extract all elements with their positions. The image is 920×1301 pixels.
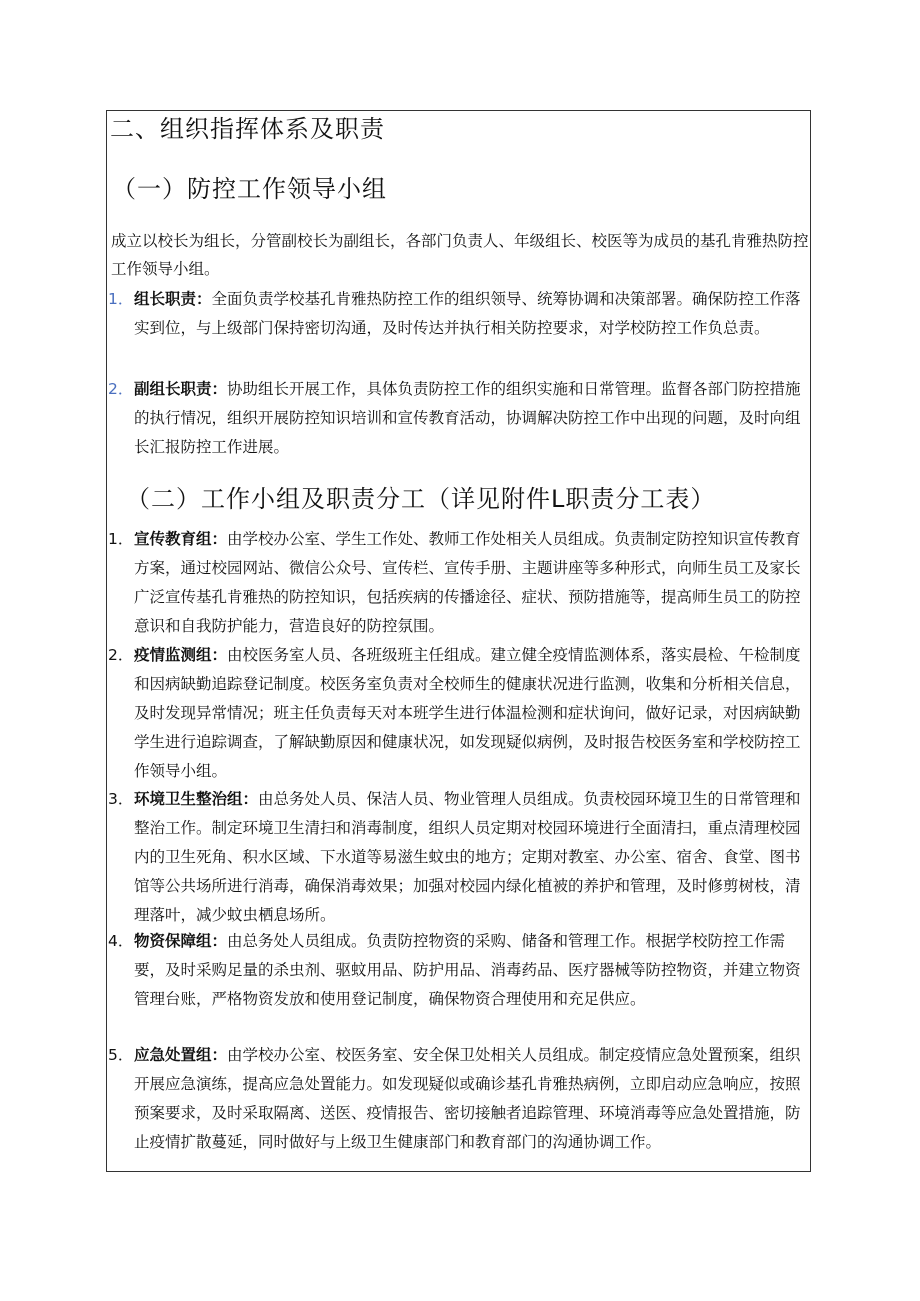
list-number: 1． (108, 290, 134, 308)
list-text: 由校医务室人员、各班级班主任组成。建立健全疫情监测体系，落实晨检、午检制度和因病缺勤追踪登记制度。校医务室负责对全校师生的健康状况进行监测，收集和分析相关信息，及时发现异常情况；班主任负责每天对本班学生进行体温检测和症状询问，做好记录，对因病缺勤学生进行追踪调查，了解缺勤原因和健康状况，如发现疑似病例，及时报告校医务室和学校防控工作领导小组。 (134, 646, 801, 780)
list-number: 3． (108, 790, 134, 808)
list-item (108, 785, 810, 930)
list-number: 2． (108, 646, 134, 664)
list-text: 协助组长开展工作，具体负责防控工作的组织实施和日常管理。监督各部门防控措施的执行情况，组织开展防控知识培训和宣传教育活动，协调解决防控工作中出现的问题，及时向组长汇报防控工作进展。 (134, 380, 801, 456)
list-item (108, 285, 810, 343)
list-term: 副组长职责： (134, 380, 228, 398)
list-term: 环境卫生整治组： (134, 790, 259, 808)
list-term: 组长职责： (134, 290, 212, 308)
list-item (108, 927, 810, 1014)
list-number: 5． (108, 1046, 134, 1064)
list-term: 物资保障组： (134, 932, 228, 950)
list-item (108, 1041, 810, 1157)
list-text: 由学校办公室、校医务室、安全保卫处相关人员组成。制定疫情应急处置预案，组织开展应急演练，提高应急处置能力。如发现疑似或确诊基孔肯雅热病例，立即启动应急响应，按照预案要求，及时采取隔离、送医、疫情报告、密切接触者追踪管理、环境消毒等应急处置措施，防止疫情扩散蔓延，同时做好与上级卫生健康部门和教育部门的沟通协调工作。 (134, 1046, 801, 1151)
list-text: 全面负责学校基孔肯雅热防控工作的组织领导、统筹协调和决策部署。确保防控工作落实到位，与上级部门保持密切沟通，及时传达并执行相关防控要求，对学校防控工作负总责。 (134, 290, 801, 337)
list-term: 宣传教育组： (134, 530, 228, 548)
list-term: 应急处置组： (134, 1046, 228, 1064)
list-text: 由学校办公室、学生工作处、教师工作处相关人员组成。负责制定防控知识宣传教育方案，通过校园网站、微信公众号、宣传栏、宣传手册、主题讲座等多种形式，向师生员工及家长广泛宣传基孔肯雅热的防控知识，包括疾病的传播途径、症状、预防措施等，提高师生员工的防控意识和自我防护能力，营造良好的防控氛围。 (134, 530, 801, 635)
subsection-title-leadership: （一）防控工作领导小组 (112, 175, 387, 203)
list-item (108, 375, 810, 462)
list-number: 4． (108, 932, 134, 950)
list-number: 1． (108, 530, 134, 548)
list-item (108, 641, 810, 786)
section-title: 二、组织指挥体系及职责 (110, 115, 385, 143)
list-text: 由总务处人员、保洁人员、物业管理人员组成。负责校园环境卫生的日常管理和整治工作。制定环境卫生清扫和消毒制度，组织人员定期对校园环境进行全面清扫，重点清理校园内的卫生死角、积水区域、下水道等易滋生蚊虫的地方；定期对教室、办公室、宿舍、食堂、图书馆等公共场所进行消毒，确保消毒效果；加强对校园内绿化植被的养护和管理，及时修剪树枝，清理落叶，减少蚊虫栖息场所。 (134, 790, 801, 924)
list-item (108, 525, 810, 641)
subsection-title-workgroups: （二）工作小组及职责分工（详见附件L职责分工表） (126, 485, 716, 513)
list-text: 由总务处人员组成。负责防控物资的采购、储备和管理工作。根据学校防控工作需要，及时采购足量的杀虫剂、驱蚊用品、防护用品、消毒药品、医疗器械等防控物资，并建立物资管理台账，严格物资发放和使用登记制度，确保物资合理使用和充足供应。 (134, 932, 801, 1008)
list-number: 2． (108, 380, 134, 398)
leadership-intro: 成立以校长为组长，分管副校长为副组长，各部门负责人、年级组长、校医等为成员的基孔肯雅热防控工作领导小组。 (111, 232, 809, 278)
list-term: 疫情监测组： (134, 646, 228, 664)
